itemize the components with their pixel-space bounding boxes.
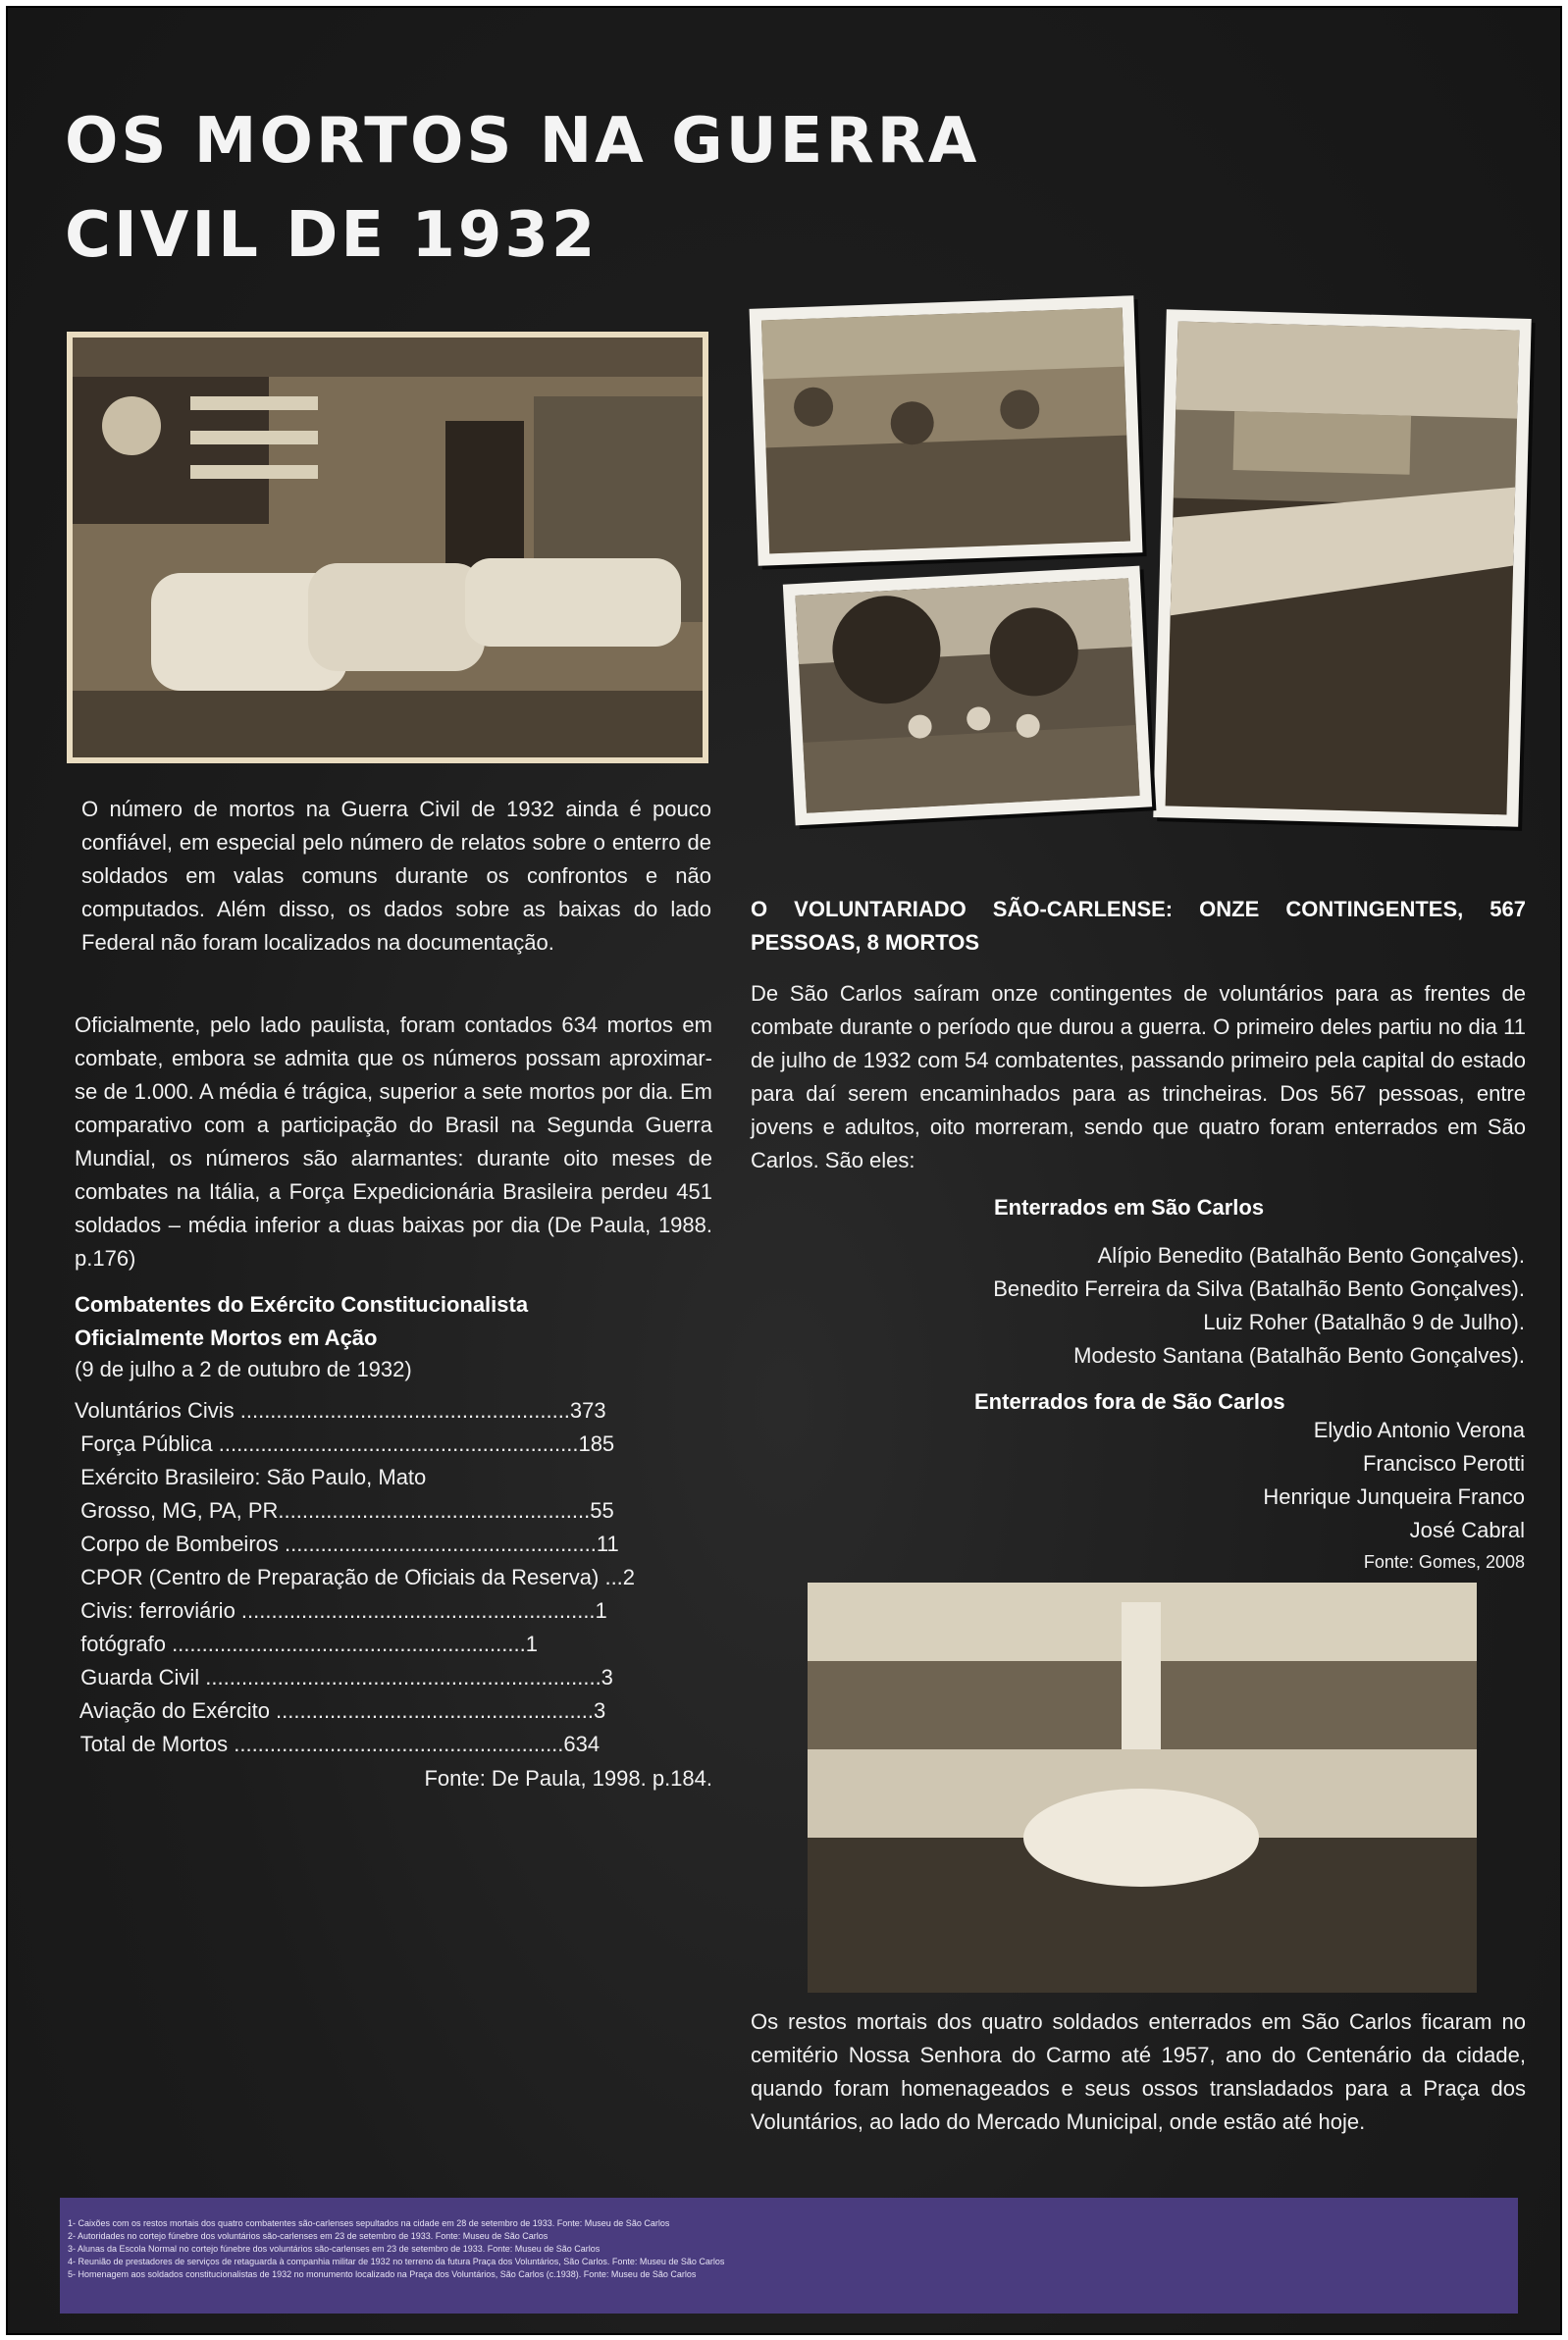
list-item: Voluntários Civis .......................................................373 (75, 1398, 606, 1423)
caption: 2- Autoridades no cortejo fúnebre dos voluntários são-carlenses em 23 de setembro de 1933. Fonte: Museu de São Carlos (68, 2231, 549, 2241)
photo-captions-footer (60, 2198, 1518, 2314)
intro-paragraph-2: Oficialmente, pelo lado paulista, foram contados 634 mortos em combate, embora se admita que os números possam aproximar-se de 1.000. A média é trágica, superior a sete mortos por dia. Em comparativo com a participação do Brasil na Segunda Guerra Mundial, os números são alarmantes: durante oito meses de combates na Itália, a Força Expedicionária Brasileira perdeu 451 soldados – média inferior a duas baixas por dia (De Paula, 1988. p.176) (75, 1013, 712, 1271)
volunteers-heading (751, 893, 1526, 960)
list-item: fotógrafo ...........................................................1 (75, 1632, 538, 1656)
title-line-1: OS MORTOS NA GUERRA (65, 105, 980, 178)
title-line-2: CIVIL DE 1932 (65, 199, 599, 272)
volunteers-paragraph: De São Carlos saíram onze contingentes de voluntários para as frentes de combate durante o período que durou a guerra. O primeiro deles partiu no dia 11 de julho de 1932 com 54 combatentes, passando primeiro pela capital do estado para daí serem encaminhados para as trincheiras. Dos 567 pessoas, entre jovens e adultos, oito morreram, sendo que quatro foram enterrados em São Carlos. São eles: (751, 981, 1526, 1172)
list-item: Modesto Santana (Batalhão Bento Gonçalves). (1073, 1343, 1525, 1368)
list-item: Luiz Roher (Batalhão 9 de Julho). (1203, 1310, 1525, 1334)
list-item: Alípio Benedito (Batalhão Bento Gonçalves). (1097, 1243, 1525, 1268)
caption: 3- Alunas da Escola Normal no cortejo fúnebre dos voluntários são-carlenses em 23 de setembro de 1933. Fonte: Museu de São Carlos (68, 2244, 601, 2254)
list-item: Francisco Perotti (1362, 1451, 1525, 1476)
list-item: Força Pública ............................................................185 (75, 1431, 615, 1456)
buried-here-list (891, 1239, 1525, 1373)
intro-paragraph-1: O número de mortos na Guerra Civil de 1932 ainda é pouco confiável, em especial pelo número de relatos sobre o enterro de soldados em valas comuns durante os confrontos e não computados. Além disso, os dados sobre as baixas do lado Federal não foram localizados na documentação. (81, 797, 711, 955)
photo-coffins (67, 332, 708, 763)
list-item: Exército Brasileiro: São Paulo, Mato (75, 1465, 427, 1489)
photo-students-procession (1153, 309, 1531, 827)
list-item: CPOR (Centro de Preparação de Oficiais da Reserva) ...2 (75, 1565, 636, 1589)
list-item: José Cabral (1409, 1518, 1525, 1542)
combatants-list (75, 1394, 712, 1761)
combatants-heading-line-1: Combatentes do Exército Constitucionalista (75, 1292, 529, 1317)
caption: 5- Homenagem aos soldados constitucionalistas de 1932 no monumento localizado na Praça dos Voluntários, São Carlos (c.1938). Fonte: Museu de São Carlos (68, 2269, 697, 2279)
list-item: Aviação do Exército .....................................................3 (75, 1698, 606, 1723)
volunteers-heading-line-1: O VOLUNTARIADO SÃO-CARLENSE: ONZE CONTINGENTES, 567 (751, 897, 1526, 921)
list-item: Grosso, MG, PA, PR....................................................55 (75, 1498, 614, 1523)
caption: 4- Reunião de prestadores de serviços de retaguarda à companhia militar de 1932 no terreno da futura Praça dos Voluntários, São Carlos. Fonte: Museu de São Carlos (68, 2257, 725, 2266)
photo-support-gathering (783, 566, 1152, 826)
photo-authorities-procession (750, 295, 1143, 566)
caption: 1- Caixões com os restos mortais dos quatro combatentes são-carlenses sepultados na cidade em 28 de setembro de 1933. Fonte: Museu de São Carlos (68, 2218, 670, 2228)
poster (6, 6, 1562, 2335)
combatants-heading-line-2: Oficialmente Mortos em Ação (75, 1326, 378, 1350)
combatants-source: Fonte: De Paula, 1998. p.184. (424, 1766, 712, 1791)
page-title (65, 94, 1144, 283)
buried-elsewhere-heading: Enterrados fora de São Carlos (974, 1389, 1285, 1414)
list-item: Total de Mortos .......................................................634 (75, 1732, 601, 1756)
list-item: Civis: ferroviário ...........................................................1 (75, 1598, 607, 1623)
buried-elsewhere-list (891, 1414, 1525, 1547)
volunteers-heading-line-2: PESSOAS, 8 MORTOS (751, 930, 980, 955)
list-item: Elydio Antonio Verona (1313, 1418, 1525, 1442)
combatants-period: (9 de julho a 2 de outubro de 1932) (75, 1357, 412, 1381)
photo-monument-homage (808, 1583, 1477, 1993)
buried-here-heading: Enterrados em São Carlos (994, 1195, 1265, 1220)
list-item: Benedito Ferreira da Silva (Batalhão Bento Gonçalves). (993, 1276, 1525, 1301)
list-item: Corpo de Bombeiros ....................................................11 (75, 1532, 619, 1556)
volunteers-source: Fonte: Gomes, 2008 (1363, 1552, 1525, 1572)
list-item: Henrique Junqueira Franco (1263, 1484, 1525, 1509)
list-item: Guarda Civil ..................................................................3 (75, 1665, 613, 1690)
closing-paragraph: Os restos mortais dos quatro soldados enterrados em São Carlos ficaram no cemitério Nossa Senhora do Carmo até 1957, ano do Centenário da cidade, quando foram homenageados e seus ossos transladados para a Praça dos Voluntários, ao lado do Mercado Municipal, onde estão até hoje. (751, 2009, 1526, 2134)
combatants-heading (75, 1288, 712, 1355)
